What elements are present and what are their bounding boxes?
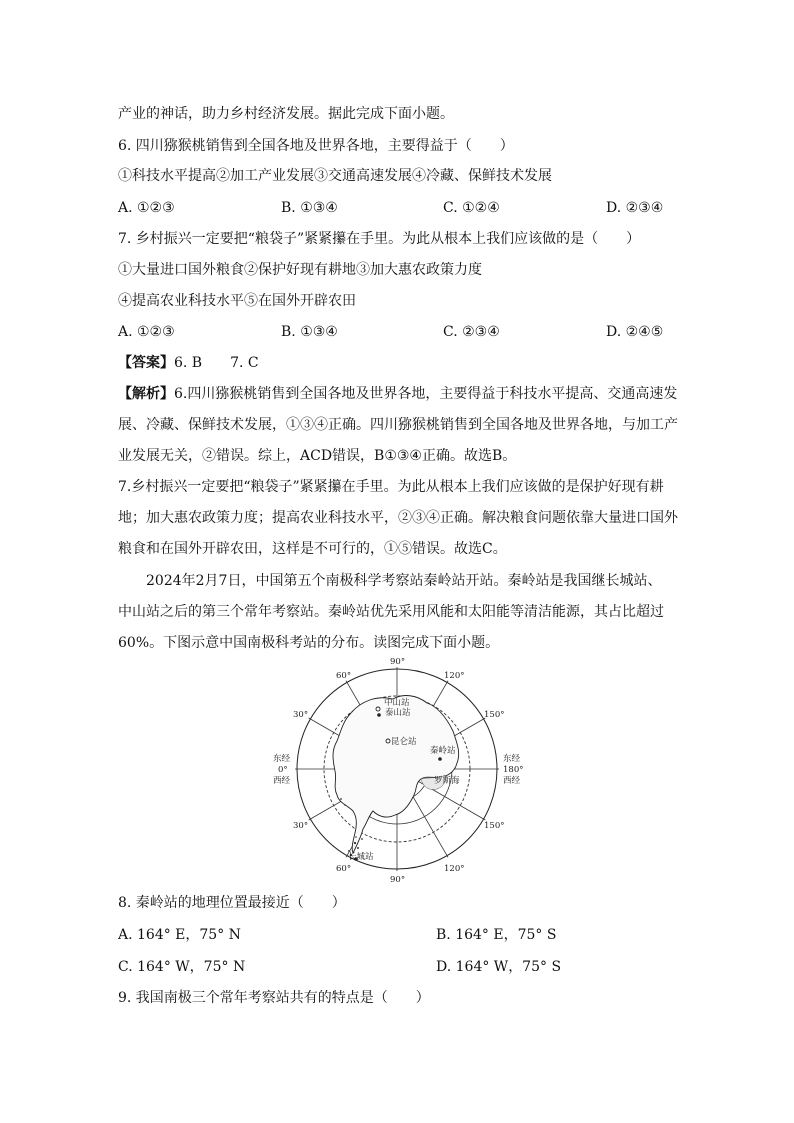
question-8-option-c: C. 164° W，75° N (118, 959, 246, 975)
ross-sea-label: 罗斯海 (434, 776, 460, 786)
label-west-right: 西经 (503, 776, 521, 786)
label-90-bottom: 90° (390, 875, 406, 885)
label-west-left: 西经 (273, 776, 291, 786)
passage-line-2: 中山站之后的第三个常年考察站。秦岭站优先采用风能和太阳能等清洁能源，其占比超过 (118, 604, 664, 620)
question-8-option-a: A. 164° E，75° N (118, 927, 241, 943)
analysis-line-2: 展、冷藏、保鲜技术发展，①③④正确。四川猕猴桃销售到全国各地及世界各地，与加工产 (118, 417, 678, 433)
label-east-left: 东经 (273, 754, 291, 764)
antarctica-coastline (333, 696, 459, 853)
passage-line-3: 60%。下图示意中国南极科考站的分布。读图完成下面小题。 (118, 635, 500, 651)
analysis-line-5: 地；加大惠农政策力度；提高农业科技水平，②③④正确。解决粮食问题依靠大量进口国外 (118, 510, 678, 526)
kunlun-station-label: 昆仑站 (391, 737, 417, 747)
qinling-station-marker (438, 757, 442, 761)
label-60-lower: 60° (336, 864, 352, 874)
question-6-option-a: A. ①②③ (118, 200, 175, 216)
question-8-stem: 8. 秦岭站的地理位置最接近（ ） (118, 895, 346, 911)
label-120-lower: 120° (444, 864, 465, 874)
passage-line-1: 2024年2月7日，中国第五个南极科学考察站秦岭站开站。秦岭站是我国继长城站、 (146, 573, 662, 589)
question-8-option-d: D. 164° W，75° S (436, 959, 562, 975)
question-7-option-d: D. ②④⑤ (606, 324, 664, 340)
question-7-option-b: B. ①③④ (281, 324, 338, 340)
answer-label: 【答案】 (118, 355, 174, 371)
answer-text: 6. B 7. C (174, 355, 259, 371)
taishan-station-label: 泰山站 (385, 708, 411, 718)
changcheng-station-label: 长城站 (348, 852, 374, 862)
question-8-option-b: B. 164° E，75° S (436, 927, 557, 943)
question-6-option-d: D. ②③④ (606, 200, 664, 216)
question-6-option-b: B. ①③④ (281, 200, 338, 216)
intro-line: 产业的神话，助力乡村经济发展。据此完成下面小题。 (118, 106, 454, 122)
analysis-line-6: 粮食和在国外开辟农田，这样是不可行的，①⑤错误。故选C。 (118, 541, 507, 557)
analysis-line-4: 7.乡村振兴一定要把“粮袋子”紧紧攥在手里。为此从根本上我们应该做的是保护好现有耕 (118, 479, 664, 495)
qinling-station-label: 秦岭站 (430, 746, 456, 756)
label-60-upper: 60° (336, 671, 352, 681)
label-150-upper: 150° (484, 710, 505, 720)
zhongshan-station-label: 中山站 (384, 698, 410, 708)
question-7-option-a: A. ①②③ (118, 324, 175, 340)
label-180: 180° (503, 765, 524, 775)
label-30-lower: 30° (293, 821, 309, 831)
zhongshan-station-marker (376, 707, 380, 711)
question-6-stem: 6. 四川猕猴桃销售到全国各地及世界各地，主要得益于（ ） (118, 138, 514, 154)
label-east-right: 东经 (503, 754, 521, 764)
analysis-text-1: 6.四川猕猴桃销售到全国各地及世界各地，主要得益于科技水平提高、交通高速发 (174, 386, 678, 402)
question-7-items-line1: ①大量进口国外粮食②保护好现有耕地③加大惠农政策力度 (118, 262, 482, 278)
label-30-upper: 30° (293, 710, 309, 720)
analysis-line-1 (118, 384, 677, 404)
question-6-items: ①科技水平提高②加工产业发展③交通高速发展④冷藏、保鲜技术发展 (118, 168, 552, 184)
question-7-items-line2: ④提高农业科技水平⑤在国外开辟农田 (118, 293, 356, 309)
question-6-option-c: C. ①②④ (443, 200, 500, 216)
analysis-line-3: 业发展无关，②错误。综上，ACD错误，B①③④正确。故选B。 (118, 448, 517, 464)
label-90-top: 90° (390, 657, 406, 667)
label-0: 0° (278, 765, 288, 775)
analysis-label: 【解析】 (118, 386, 174, 402)
question-7-stem: 7. 乡村振兴一定要把“粮袋子”紧紧攥在手里。为此从根本上我们应该做的是（ ） (118, 231, 641, 247)
kunlun-station-marker (386, 739, 390, 743)
label-120-upper: 120° (444, 671, 465, 681)
answer-line (118, 353, 259, 373)
antarctic-station-map (257, 653, 537, 885)
taishan-station-marker (377, 713, 381, 717)
question-7-option-c: C. ②③④ (443, 324, 500, 340)
label-150-lower: 150° (484, 821, 505, 831)
question-9-stem: 9. 我国南极三个常年考察站共有的特点是（ ） (118, 990, 430, 1006)
